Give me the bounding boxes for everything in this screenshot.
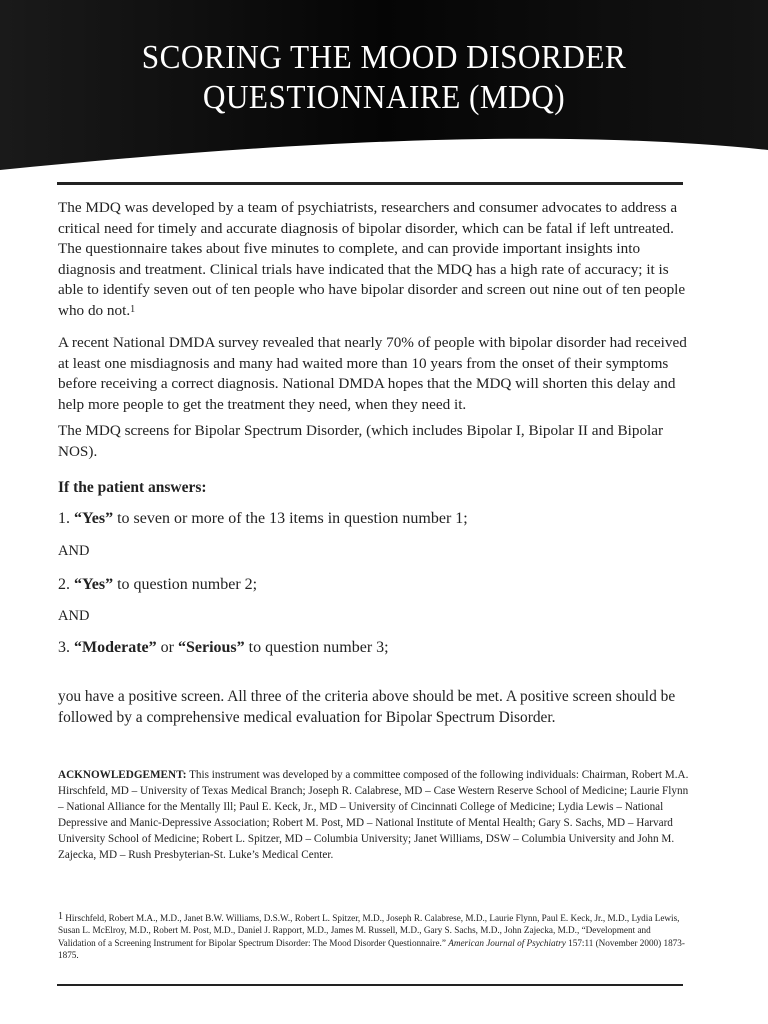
criterion-1-text: to seven or more of the 13 items in question number 1;	[117, 510, 468, 527]
footnote-citation: 157:11 (November 2000) 1873-1875.	[58, 937, 685, 960]
criterion-3-text: to question number 3;	[248, 639, 389, 656]
criterion-2	[58, 576, 257, 594]
page-title	[31, 38, 738, 118]
criterion-1-answer: “Yes”	[74, 510, 114, 527]
footnote-text: Hirschfeld, Robert M.A., M.D., Janet B.W. Williams, D.S.W., Robert L. Spitzer, M.D., Joseph R. Calabrese, M.D., Laurie Flynn, Paul E. Keck, Jr., M.D., Lydia Lewis, Susan L. McElroy, M.D., Robert M. Post, M.D., Daniel J. Rapport, M.D., James M. Russell, M.D., Gary S. Sachs, M.D., John Zajecka, M.D., “Development and Validation of a Screening Instrument for Bipolar Spectrum Disorder: The Mood Disorder Questionnaire.”	[58, 913, 680, 948]
criterion-3-answer-serious: “Serious”	[177, 639, 245, 656]
intro-paragraph	[58, 198, 690, 322]
criterion-3-or: or	[160, 639, 174, 656]
acknowledgement-label: ACKNOWLEDGEMENT:	[58, 769, 187, 781]
top-divider	[57, 182, 683, 185]
page-title-line-2: QUESTIONNAIRE (MDQ)	[202, 79, 566, 116]
criterion-2-answer: “Yes”	[74, 576, 114, 593]
criterion-1	[58, 510, 468, 528]
criterion-1-number: 1.	[58, 510, 70, 527]
conclusion-paragraph: you have a positive screen. All three of the criteria above should be met. A positive screen should be followed by a comprehensive medical evaluation for Bipolar Spectrum Disorder.	[58, 688, 676, 726]
criterion-2-text: to question number 2;	[117, 576, 258, 593]
survey-paragraph: A recent National DMDA survey revealed that nearly 70% of people with bipolar disorder had received at least one misdiagnosis and many had waited more than 10 years from the onset of their symptoms before receiving a correct diagnosis. National DMDA hopes that the MDQ will shorten this delay and help more people to get the treatment they need, when they need it.	[58, 334, 687, 413]
and-connector-2: AND	[58, 608, 90, 624]
title-banner	[0, 0, 768, 175]
footnote-journal: American Journal of Psychiatry	[448, 937, 566, 948]
footnote-number: 1	[58, 911, 63, 922]
criterion-2-number: 2.	[58, 576, 70, 593]
acknowledgement	[58, 767, 690, 863]
footnote-reference: 1	[130, 303, 136, 315]
screening-paragraph: The MDQ screens for Bipolar Spectrum Disorder, (which includes Bipolar I, Bipolar II and Bipolar NOS).	[58, 422, 664, 460]
intro-paragraph-text: The MDQ was developed by a team of psychiatrists, researchers and consumer advocates to address a critical need for timely and accurate diagnosis of bipolar disorder, which can be fatal if left untreated. The questionnaire takes about five minutes to complete, and can provide important insights into diagnosis and treatment. Clinical trials have indicated that the MDQ has a high rate of accuracy; it is able to identify seven out of ten people who have bipolar disorder and screen out nine out of ten people who do not.	[58, 199, 686, 319]
bottom-divider	[57, 984, 683, 986]
criterion-3-answer-moderate: “Moderate”	[74, 639, 157, 656]
criterion-3	[58, 639, 389, 657]
criteria-heading: If the patient answers:	[58, 479, 207, 496]
and-connector-1: AND	[58, 543, 90, 559]
criterion-3-number: 3.	[58, 639, 70, 656]
page-title-line-1: SCORING THE MOOD DISORDER	[141, 39, 627, 76]
footnote	[58, 912, 690, 961]
acknowledgement-text: This instrument was developed by a committee composed of the following individuals: Chairman, Robert M.A. Hirschfeld, MD – University of Texas Medical Branch; Joseph R. Calabrese, MD – Case Western Reserve School of Medicine; Laurie Flynn – National Alliance for the Mentally Ill; Paul E. Keck, Jr., MD – University of Cincinnati College of Medicine; Lydia Lewis – National Depressive and Manic-Depressive Association; Robert M. Post, MD – National Institute of Mental Health; Gary S. Sachs, MD – Harvard University School of Medicine; Robert L. Spitzer, MD – Columbia University; Janet Williams, DSW – Columbia University and John M. Zajecka, MD – Rush Presbyterian-St. Luke’s Medical Center.	[58, 769, 689, 861]
